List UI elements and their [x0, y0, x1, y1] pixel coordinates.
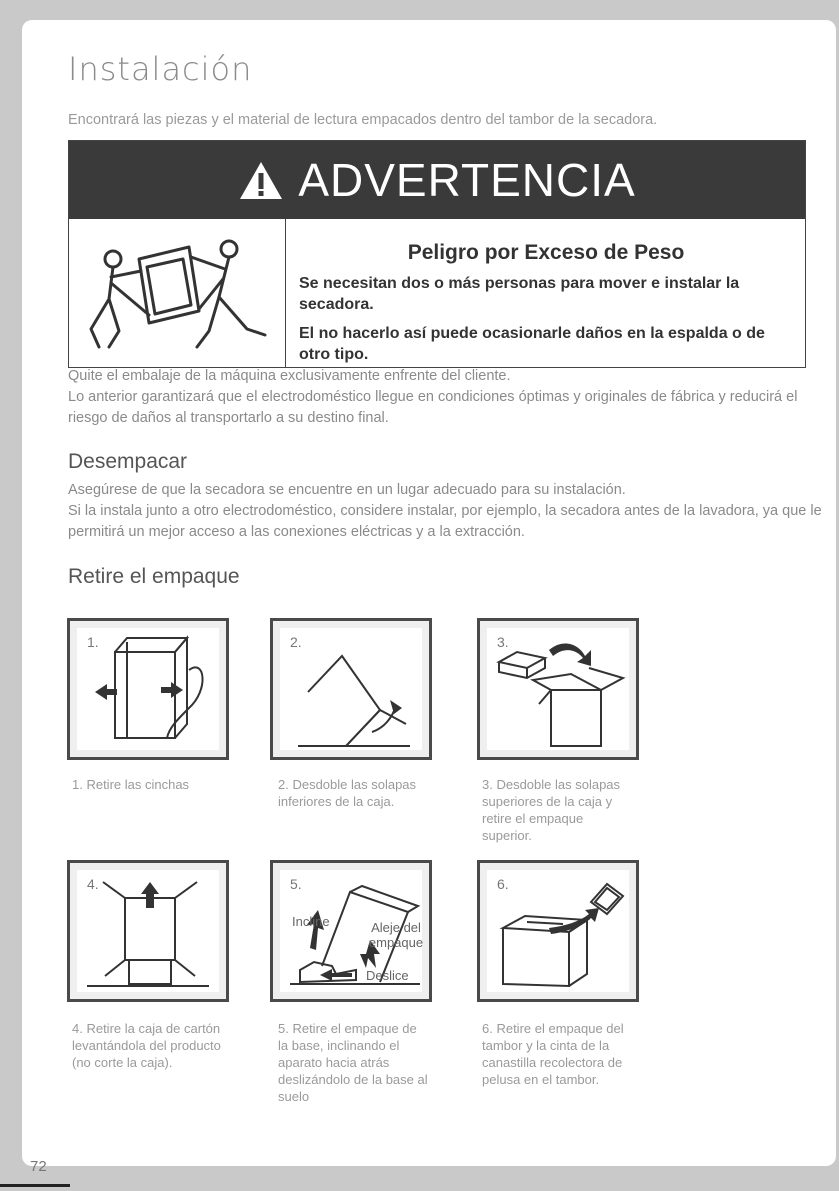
- step-1-caption: 1. Retire las cinchas: [72, 777, 190, 792]
- figure-2: [270, 618, 432, 760]
- unpack-line-1: Asegúrese de que la secadora se encuentre en un lugar adecuado para su instalación.: [68, 482, 626, 498]
- figure-6: [477, 860, 639, 1002]
- page-title: Instalación: [68, 50, 253, 88]
- notice-line-1: Quite el embalaje de la máquina exclusivamente enfrente del cliente.: [68, 368, 511, 384]
- two-person-lift-illustration: [69, 219, 286, 367]
- warning-title: ADVERTENCIA: [298, 154, 636, 206]
- step-number: 6.: [497, 876, 509, 892]
- two-people-lifting-icon: [69, 219, 285, 367]
- hazard-line-2: El no hacerlo así puede ocasionarle daños en la espalda o de otro tipo.: [299, 325, 765, 363]
- step-number: 5.: [290, 876, 302, 892]
- step-number: 3.: [497, 634, 509, 650]
- step-3-caption: 3. Desdoble las solapas superiores de la caja y retire el empaque superior.: [482, 777, 621, 843]
- figure-3: [477, 618, 639, 760]
- figure-5: [270, 860, 432, 1002]
- warning-header: [69, 141, 805, 219]
- figure-4: [67, 860, 229, 1002]
- unpack-heading: Desempacar: [68, 450, 188, 473]
- hazard-line-1: Se necesitan dos o más personas para mover e instalar la secadora.: [299, 275, 740, 313]
- bottom-rule: [0, 1184, 70, 1187]
- warning-box: [68, 140, 806, 368]
- hazard-title: Peligro por Exceso de Peso: [407, 241, 685, 264]
- step-4-caption: 4. Retire la caja de cartón levantándola del producto (no corte la caja).: [72, 1021, 221, 1070]
- remove-heading: Retire el empaque: [68, 565, 240, 588]
- manual-page: [22, 20, 836, 1175]
- intro-text: Encontrará las piezas y el material de lectura empacados dentro del tambor de la secadora.: [68, 112, 658, 128]
- figure-1: [67, 618, 229, 760]
- step-2-caption: 2. Desdoble las solapas inferiores de la caja.: [278, 777, 417, 809]
- fig5-away-label: Aleje del empaque: [368, 920, 424, 950]
- warning-triangle-icon: [238, 159, 284, 201]
- page-number: 72: [30, 1158, 47, 1175]
- fig5-tilt-label: Incline: [292, 914, 330, 929]
- step-number: 4.: [87, 876, 99, 892]
- notice-line-2: Lo anterior garantizará que el electrodoméstico llegue en condiciones óptimas y originales de fábrica y reducirá el riesgo de daños al transportarlo a su destino final.: [68, 389, 798, 426]
- fig5-slide-label: Deslice: [366, 968, 409, 983]
- step-number: 1.: [87, 634, 99, 650]
- step-5-caption: 5. Retire el empaque de la base, inclinando el aparato hacia atrás deslizándolo de la base al suelo: [278, 1021, 428, 1104]
- warning-text-area: [299, 219, 793, 367]
- step-number: 2.: [290, 634, 302, 650]
- unpack-line-2: Si la instala junto a otro electrodoméstico, considere instalar, por ejemplo, la secadora antes de la lavadora, ya que le permitirá un mejor acceso a las conexiones eléctricas y a la extracción.: [68, 503, 822, 540]
- step-6-caption: 6. Retire el empaque del tambor y la cinta de la canastilla recolectora de pelusa en el tambor.: [482, 1021, 624, 1087]
